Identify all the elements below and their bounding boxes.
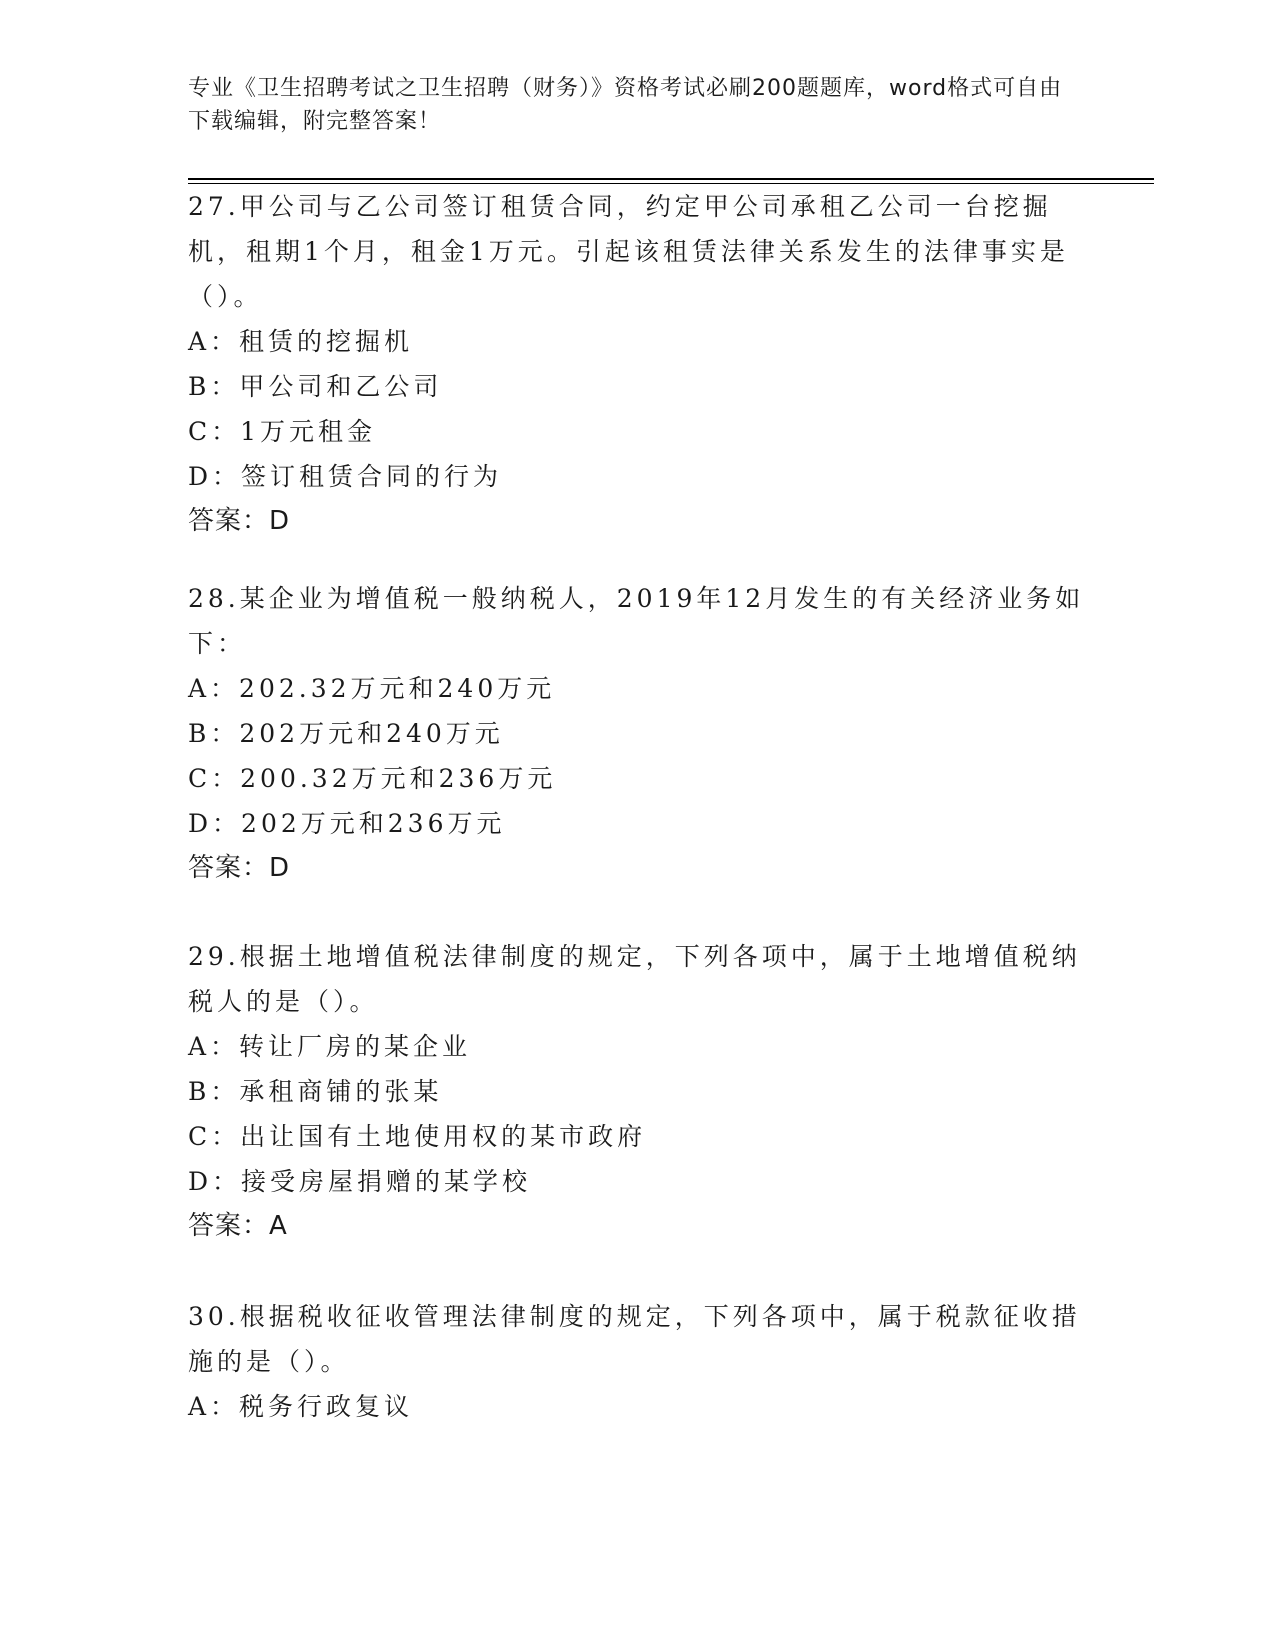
question-29 [188, 934, 1088, 1249]
option-a: A：租赁的挖掘机 [188, 327, 414, 356]
answer-label: 答案：D [188, 853, 291, 883]
option-b: B：202万元和240万元 [188, 719, 504, 748]
question-28 [188, 576, 1088, 891]
option-b: B：承租商铺的张某 [188, 1077, 443, 1106]
option-c: C：1万元租金 [188, 417, 377, 446]
option-d: D：接受房屋捐赠的某学校 [188, 1167, 532, 1196]
question-stem: 30.根据税收征收管理法律制度的规定，下列各项中，属于税款征收措施的是（）。 [188, 1302, 1081, 1376]
header-divider-thick [188, 178, 1154, 180]
option-a: A：202.32万元和240万元 [188, 674, 556, 703]
option-b: B：甲公司和乙公司 [188, 372, 443, 401]
document-header: 专业《卫生招聘考试之卫生招聘（财务）》资格考试必刷200题题库，word格式可自由下载编辑，附完整答案！ [188, 76, 1063, 134]
answer-label: 答案：A [188, 1211, 288, 1241]
option-d: D：202万元和236万元 [188, 809, 506, 838]
question-stem: 29.根据土地增值税法律制度的规定，下列各项中，属于土地增值税纳税人的是（）。 [188, 942, 1081, 1016]
answer-label: 答案：D [188, 506, 291, 536]
option-c: C：出让国有土地使用权的某市政府 [188, 1122, 647, 1151]
option-d: D：签订租赁合同的行为 [188, 462, 503, 491]
question-30 [188, 1294, 1088, 1429]
option-a: A：转让厂房的某企业 [188, 1032, 472, 1061]
question-27 [188, 184, 1088, 544]
question-stem: 27.甲公司与乙公司签订租赁合同，约定甲公司承租乙公司一台挖掘机，租期1个月，租金1万元。引起该租赁法律关系发生的法律事实是（）。 [188, 192, 1069, 311]
question-stem: 28.某企业为增值税一般纳税人，2019年12月发生的有关经济业务如下： [188, 584, 1085, 658]
option-a: A：税务行政复议 [188, 1392, 414, 1421]
option-c: C：200.32万元和236万元 [188, 764, 557, 793]
